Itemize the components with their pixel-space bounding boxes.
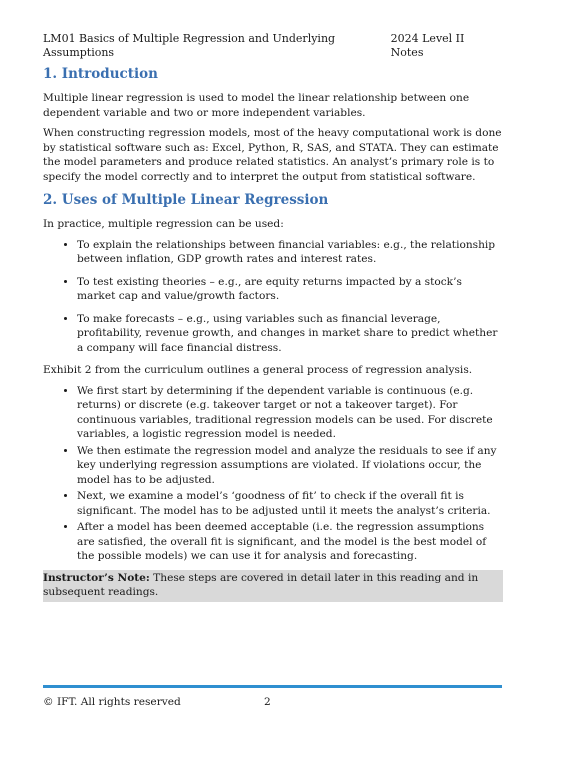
instructor-note <box>43 570 503 602</box>
uses-list <box>43 238 503 356</box>
list-item: • To make forecasts – e.g., using variables such as financial leverage, profitability, revenue growth, and changes in market share to predict whether a company will face financial distress. <box>77 312 503 356</box>
exhibit-lead: Exhibit 2 from the curriculum outlines a general process of regression analysis. <box>43 364 473 376</box>
page-number: 2 <box>264 696 271 708</box>
footer-rule <box>43 685 502 688</box>
note-text: These steps are covered in detail later in this reading and in subsequent readings. <box>43 571 479 598</box>
note-label: Instructor’s Note: <box>43 571 150 584</box>
list-item: • To test existing theories – e.g., are equity returns impacted by a stock’s market cap and value/growth factors. <box>77 275 503 304</box>
intro-paragraph-1: Multiple linear regression is used to model the linear relationship between one dependent variable and two or more independent variables. <box>43 92 470 119</box>
header-title: LM01 Basics of Multiple Regression and Underlying Assumptions <box>43 32 336 59</box>
section-title-introduction: 1. Introduction <box>43 66 158 82</box>
page-content <box>43 66 503 602</box>
header-edition: 2024 Level II Notes <box>390 32 465 59</box>
list-item: • After a model has been deemed acceptable (i.e. the regression assumptions are satisfied, the overall fit is significant, and the model is the best model of the possible models) we can use it for analysis and forecasting. <box>77 520 503 564</box>
page-footer <box>43 695 343 709</box>
list-item: • We then estimate the regression model and analyze the residuals to see if any key underlying regression assumptions are violated. If violations occur, the model has to be adjusted. <box>77 444 503 488</box>
list-item: • Next, we examine a model’s ‘goodness of fit’ to check if the overall fit is significant. The model has to be adjusted until it meets the analyst’s criteria. <box>77 489 503 518</box>
page-header <box>43 32 495 60</box>
list-item: • We first start by determining if the dependent variable is continuous (e.g. returns) or discrete (e.g. takeover target or not a takeover target). For continuous variables, traditional regression models can be used. For discrete variables, a logistic regression model is needed. <box>77 384 503 442</box>
process-list <box>43 384 503 564</box>
intro-paragraph-2: When constructing regression models, most of the heavy computational work is done by statistical software such as: Excel, Python, R, SAS, and STATA. They can estimate the model parameters and produce related statistics. An analyst’s primary role is to specify the model correctly and to interpret the output from statistical software. <box>43 127 502 183</box>
section-title-uses: 2. Uses of Multiple Linear Regression <box>43 192 329 208</box>
copyright: © IFT. All rights reserved <box>43 696 181 708</box>
uses-lead: In practice, multiple regression can be used: <box>43 218 284 230</box>
list-item: • To explain the relationships between financial variables: e.g., the relationship between inflation, GDP growth rates and interest rates. <box>77 238 503 267</box>
